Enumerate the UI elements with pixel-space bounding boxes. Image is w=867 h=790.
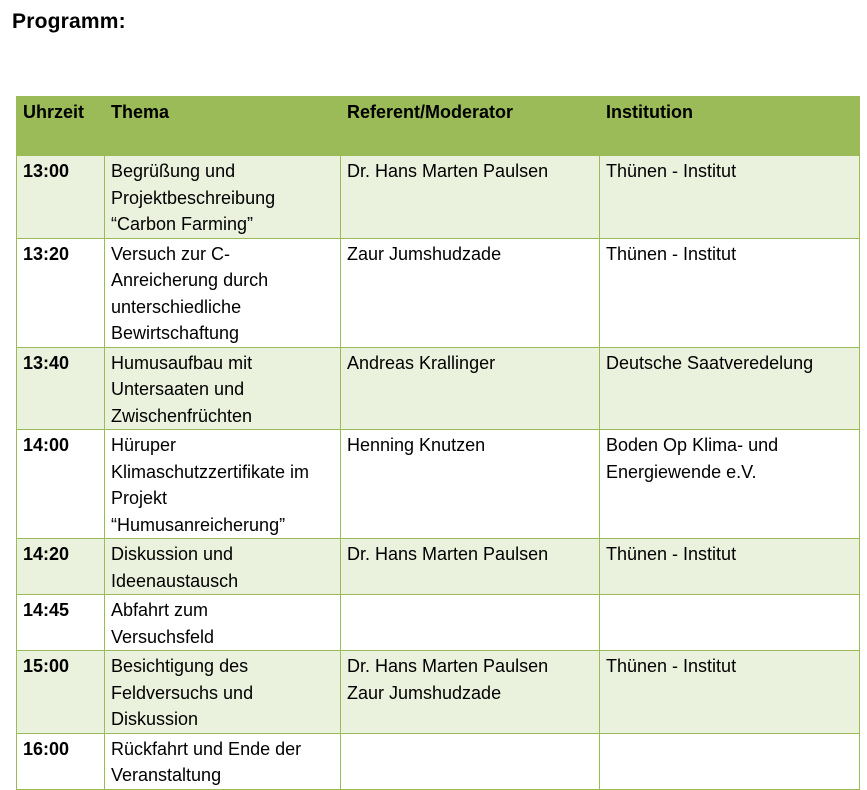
row-institution: Thünen - Institut: [600, 539, 860, 595]
program-table: [16, 96, 860, 790]
table-header-row: [17, 97, 860, 156]
row-institution: [600, 595, 860, 651]
table-row: [17, 539, 860, 595]
table-row: [17, 733, 860, 789]
header-speaker: Referent/Moderator: [341, 97, 600, 156]
row-institution: Deutsche Saatveredelung: [600, 347, 860, 430]
row-topic: Hüruper Klimaschutzzertifikate im Projekt “Humusanreicherung”: [105, 430, 341, 539]
row-time: 15:00: [17, 651, 105, 734]
row-topic: Rückfahrt und Ende der Veranstaltung: [105, 733, 341, 789]
row-speaker: Henning Knutzen: [341, 430, 600, 539]
row-topic: Humusaufbau mit Untersaaten und Zwischenfrüchten: [105, 347, 341, 430]
row-time: 14:45: [17, 595, 105, 651]
row-speaker: [341, 595, 600, 651]
row-topic: Versuch zur C- Anreicherung durch unterschiedliche Bewirtschaftung: [105, 238, 341, 347]
table-row: [17, 595, 860, 651]
table-row: [17, 430, 860, 539]
row-time: 16:00: [17, 733, 105, 789]
row-time: 13:20: [17, 238, 105, 347]
row-institution: Boden Op Klima- und Energiewende e.V.: [600, 430, 860, 539]
table-row: [17, 156, 860, 239]
row-topic: Abfahrt zum Versuchsfeld: [105, 595, 341, 651]
header-time: Uhrzeit: [17, 97, 105, 156]
row-topic: Besichtigung des Feldversuchs und Diskussion: [105, 651, 341, 734]
row-institution: Thünen - Institut: [600, 238, 860, 347]
row-time: 13:40: [17, 347, 105, 430]
header-institution: Institution: [600, 97, 860, 156]
row-time: 14:20: [17, 539, 105, 595]
row-speaker: Dr. Hans Marten Paulsen Zaur Jumshudzade: [341, 651, 600, 734]
header-topic: Thema: [105, 97, 341, 156]
row-institution: Thünen - Institut: [600, 651, 860, 734]
table-row: [17, 238, 860, 347]
row-speaker: [341, 733, 600, 789]
table-row: [17, 651, 860, 734]
row-institution: Thünen - Institut: [600, 156, 860, 239]
row-topic: Begrüßung und Projektbeschreibung “Carbon Farming”: [105, 156, 341, 239]
row-speaker: Dr. Hans Marten Paulsen: [341, 156, 600, 239]
row-time: 13:00: [17, 156, 105, 239]
row-speaker: Dr. Hans Marten Paulsen: [341, 539, 600, 595]
table-row: [17, 347, 860, 430]
row-time: 14:00: [17, 430, 105, 539]
row-speaker: Zaur Jumshudzade: [341, 238, 600, 347]
row-speaker: Andreas Krallinger: [341, 347, 600, 430]
row-topic: Diskussion und Ideenaustausch: [105, 539, 341, 595]
row-institution: [600, 733, 860, 789]
page-title: Programm:: [12, 10, 126, 33]
